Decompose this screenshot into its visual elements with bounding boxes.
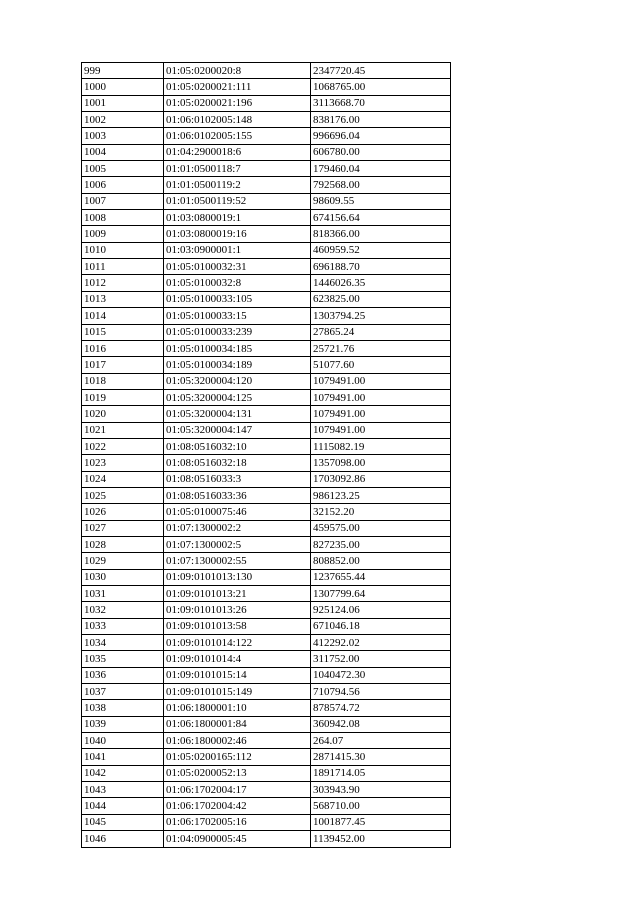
table-row <box>82 471 451 487</box>
row-number-cell: 1036 <box>82 667 164 683</box>
table-row <box>82 667 451 683</box>
table-row <box>82 275 451 291</box>
value-cell: 27865.24 <box>311 324 451 340</box>
row-number-cell: 1010 <box>82 242 164 258</box>
row-number-cell: 1037 <box>82 684 164 700</box>
table-row <box>82 814 451 830</box>
cadastral-number-cell: 01:01:0500118:7 <box>164 161 311 177</box>
table-row <box>82 455 451 471</box>
row-number-cell: 1035 <box>82 651 164 667</box>
cadastral-number-cell: 01:05:3200004:125 <box>164 389 311 405</box>
value-cell: 32152.20 <box>311 504 451 520</box>
cadastral-number-cell: 01:06:0102005:148 <box>164 112 311 128</box>
value-cell: 1079491.00 <box>311 373 451 389</box>
row-number-cell: 1026 <box>82 504 164 520</box>
cadastral-number-cell: 01:05:0100032:8 <box>164 275 311 291</box>
value-cell: 412292.02 <box>311 635 451 651</box>
row-number-cell: 1019 <box>82 389 164 405</box>
table-row <box>82 602 451 618</box>
value-cell: 1357098.00 <box>311 455 451 471</box>
table-row <box>82 308 451 324</box>
cadastral-number-cell: 01:05:0200020:8 <box>164 63 311 79</box>
value-cell: 264.07 <box>311 733 451 749</box>
table-row <box>82 226 451 242</box>
value-cell: 1703092.86 <box>311 471 451 487</box>
table-row <box>82 487 451 503</box>
value-cell: 1237655.44 <box>311 569 451 585</box>
value-cell: 925124.06 <box>311 602 451 618</box>
row-number-cell: 999 <box>82 63 164 79</box>
row-number-cell: 1046 <box>82 831 164 847</box>
value-cell: 1303794.25 <box>311 308 451 324</box>
row-number-cell: 1045 <box>82 814 164 830</box>
row-number-cell: 1031 <box>82 586 164 602</box>
cadastral-number-cell: 01:05:0100075:46 <box>164 504 311 520</box>
cadastral-number-cell: 01:05:0200165:112 <box>164 749 311 765</box>
value-cell: 1891714.05 <box>311 765 451 781</box>
value-cell: 818366.00 <box>311 226 451 242</box>
row-number-cell: 1008 <box>82 210 164 226</box>
data-table <box>81 62 451 848</box>
cadastral-number-cell: 01:06:1800001:10 <box>164 700 311 716</box>
table-row <box>82 373 451 389</box>
cadastral-number-cell: 01:07:1300002:5 <box>164 536 311 552</box>
table-row <box>82 128 451 144</box>
cadastral-number-cell: 01:06:1702004:17 <box>164 782 311 798</box>
cadastral-number-cell: 01:05:3200004:131 <box>164 406 311 422</box>
value-cell: 1079491.00 <box>311 406 451 422</box>
cadastral-number-cell: 01:05:3200004:120 <box>164 373 311 389</box>
cadastral-number-cell: 01:05:0200021:196 <box>164 95 311 111</box>
table-row <box>82 177 451 193</box>
cadastral-number-cell: 01:09:0101013:21 <box>164 586 311 602</box>
row-number-cell: 1018 <box>82 373 164 389</box>
cadastral-number-cell: 01:09:0101013:58 <box>164 618 311 634</box>
cadastral-number-cell: 01:06:1702005:16 <box>164 814 311 830</box>
value-cell: 51077.60 <box>311 357 451 373</box>
cadastral-number-cell: 01:09:0101013:26 <box>164 602 311 618</box>
row-number-cell: 1022 <box>82 438 164 454</box>
row-number-cell: 1007 <box>82 193 164 209</box>
cadastral-number-cell: 01:05:0200052:13 <box>164 765 311 781</box>
value-cell: 459575.00 <box>311 520 451 536</box>
row-number-cell: 1000 <box>82 79 164 95</box>
value-cell: 623825.00 <box>311 291 451 307</box>
cadastral-number-cell: 01:03:0800019:1 <box>164 210 311 226</box>
row-number-cell: 1003 <box>82 128 164 144</box>
table-row <box>82 749 451 765</box>
row-number-cell: 1043 <box>82 782 164 798</box>
value-cell: 3113668.70 <box>311 95 451 111</box>
value-cell: 98609.55 <box>311 193 451 209</box>
value-cell: 360942.08 <box>311 716 451 732</box>
table-row <box>82 520 451 536</box>
table-row <box>82 112 451 128</box>
table-row <box>82 357 451 373</box>
table-row <box>82 651 451 667</box>
cadastral-number-cell: 01:09:0101014:122 <box>164 635 311 651</box>
cadastral-number-cell: 01:06:0102005:155 <box>164 128 311 144</box>
table-row <box>82 765 451 781</box>
table-row <box>82 389 451 405</box>
table-row <box>82 716 451 732</box>
row-number-cell: 1002 <box>82 112 164 128</box>
cadastral-number-cell: 01:05:0100032:31 <box>164 259 311 275</box>
value-cell: 311752.00 <box>311 651 451 667</box>
row-number-cell: 1011 <box>82 259 164 275</box>
value-cell: 1001877.45 <box>311 814 451 830</box>
cadastral-number-cell: 01:03:0800019:16 <box>164 226 311 242</box>
value-cell: 1079491.00 <box>311 422 451 438</box>
cadastral-number-cell: 01:09:0101015:14 <box>164 667 311 683</box>
value-cell: 2347720.45 <box>311 63 451 79</box>
table-body <box>82 63 451 848</box>
value-cell: 303943.90 <box>311 782 451 798</box>
row-number-cell: 1038 <box>82 700 164 716</box>
cadastral-number-cell: 01:05:3200004:147 <box>164 422 311 438</box>
cadastral-number-cell: 01:09:0101014:4 <box>164 651 311 667</box>
table-row <box>82 700 451 716</box>
cadastral-number-cell: 01:03:0900001:1 <box>164 242 311 258</box>
cadastral-number-cell: 01:05:0100033:15 <box>164 308 311 324</box>
value-cell: 1079491.00 <box>311 389 451 405</box>
value-cell: 996696.04 <box>311 128 451 144</box>
value-cell: 2871415.30 <box>311 749 451 765</box>
row-number-cell: 1005 <box>82 161 164 177</box>
cadastral-number-cell: 01:06:1702004:42 <box>164 798 311 814</box>
table-row <box>82 504 451 520</box>
table-row <box>82 733 451 749</box>
cadastral-number-cell: 01:07:1300002:55 <box>164 553 311 569</box>
table-row <box>82 536 451 552</box>
table-row <box>82 798 451 814</box>
table-row <box>82 324 451 340</box>
cadastral-number-cell: 01:05:0100034:189 <box>164 357 311 373</box>
cadastral-number-cell: 01:05:0100033:239 <box>164 324 311 340</box>
table-row <box>82 210 451 226</box>
value-cell: 827235.00 <box>311 536 451 552</box>
row-number-cell: 1015 <box>82 324 164 340</box>
table-row <box>82 161 451 177</box>
value-cell: 1446026.35 <box>311 275 451 291</box>
value-cell: 792568.00 <box>311 177 451 193</box>
value-cell: 1307799.64 <box>311 586 451 602</box>
value-cell: 838176.00 <box>311 112 451 128</box>
cadastral-number-cell: 01:01:0500119:2 <box>164 177 311 193</box>
row-number-cell: 1020 <box>82 406 164 422</box>
row-number-cell: 1024 <box>82 471 164 487</box>
value-cell: 606780.00 <box>311 144 451 160</box>
table-row <box>82 144 451 160</box>
row-number-cell: 1042 <box>82 765 164 781</box>
row-number-cell: 1004 <box>82 144 164 160</box>
row-number-cell: 1014 <box>82 308 164 324</box>
value-cell: 1139452.00 <box>311 831 451 847</box>
table-row <box>82 635 451 651</box>
row-number-cell: 1001 <box>82 95 164 111</box>
cadastral-number-cell: 01:01:0500119:52 <box>164 193 311 209</box>
value-cell: 671046.18 <box>311 618 451 634</box>
value-cell: 1040472.30 <box>311 667 451 683</box>
table-row <box>82 782 451 798</box>
cadastral-number-cell: 01:08:0516033:3 <box>164 471 311 487</box>
value-cell: 1068765.00 <box>311 79 451 95</box>
value-cell: 696188.70 <box>311 259 451 275</box>
row-number-cell: 1027 <box>82 520 164 536</box>
table-row <box>82 422 451 438</box>
row-number-cell: 1009 <box>82 226 164 242</box>
row-number-cell: 1023 <box>82 455 164 471</box>
row-number-cell: 1041 <box>82 749 164 765</box>
value-cell: 1115082.19 <box>311 438 451 454</box>
row-number-cell: 1028 <box>82 536 164 552</box>
row-number-cell: 1006 <box>82 177 164 193</box>
cadastral-number-cell: 01:07:1300002:2 <box>164 520 311 536</box>
table-row <box>82 242 451 258</box>
table-row <box>82 438 451 454</box>
table-row <box>82 618 451 634</box>
cadastral-number-cell: 01:04:2900018:6 <box>164 144 311 160</box>
value-cell: 808852.00 <box>311 553 451 569</box>
row-number-cell: 1030 <box>82 569 164 585</box>
cadastral-number-cell: 01:05:0200021:111 <box>164 79 311 95</box>
row-number-cell: 1029 <box>82 553 164 569</box>
value-cell: 179460.04 <box>311 161 451 177</box>
table-row <box>82 63 451 79</box>
cadastral-number-cell: 01:08:0516033:36 <box>164 487 311 503</box>
table-row <box>82 259 451 275</box>
cadastral-number-cell: 01:09:0101013:130 <box>164 569 311 585</box>
cadastral-number-cell: 01:05:0100034:185 <box>164 340 311 356</box>
row-number-cell: 1039 <box>82 716 164 732</box>
cadastral-number-cell: 01:04:0900005:45 <box>164 831 311 847</box>
row-number-cell: 1021 <box>82 422 164 438</box>
table-row <box>82 95 451 111</box>
table-row <box>82 340 451 356</box>
table-row <box>82 406 451 422</box>
cadastral-number-cell: 01:05:0100033:105 <box>164 291 311 307</box>
row-number-cell: 1040 <box>82 733 164 749</box>
table-row <box>82 79 451 95</box>
value-cell: 568710.00 <box>311 798 451 814</box>
table-row <box>82 291 451 307</box>
cadastral-number-cell: 01:06:1800001:84 <box>164 716 311 732</box>
row-number-cell: 1034 <box>82 635 164 651</box>
row-number-cell: 1032 <box>82 602 164 618</box>
cadastral-number-cell: 01:06:1800002:46 <box>164 733 311 749</box>
cadastral-number-cell: 01:08:0516032:18 <box>164 455 311 471</box>
row-number-cell: 1012 <box>82 275 164 291</box>
table-row <box>82 553 451 569</box>
row-number-cell: 1025 <box>82 487 164 503</box>
value-cell: 710794.56 <box>311 684 451 700</box>
value-cell: 878574.72 <box>311 700 451 716</box>
value-cell: 460959.52 <box>311 242 451 258</box>
cadastral-number-cell: 01:08:0516032:10 <box>164 438 311 454</box>
table-row <box>82 569 451 585</box>
table-row <box>82 684 451 700</box>
row-number-cell: 1033 <box>82 618 164 634</box>
table-row <box>82 831 451 847</box>
row-number-cell: 1044 <box>82 798 164 814</box>
row-number-cell: 1013 <box>82 291 164 307</box>
table-row <box>82 586 451 602</box>
row-number-cell: 1016 <box>82 340 164 356</box>
row-number-cell: 1017 <box>82 357 164 373</box>
cadastral-number-cell: 01:09:0101015:149 <box>164 684 311 700</box>
table-row <box>82 193 451 209</box>
value-cell: 25721.76 <box>311 340 451 356</box>
value-cell: 986123.25 <box>311 487 451 503</box>
value-cell: 674156.64 <box>311 210 451 226</box>
